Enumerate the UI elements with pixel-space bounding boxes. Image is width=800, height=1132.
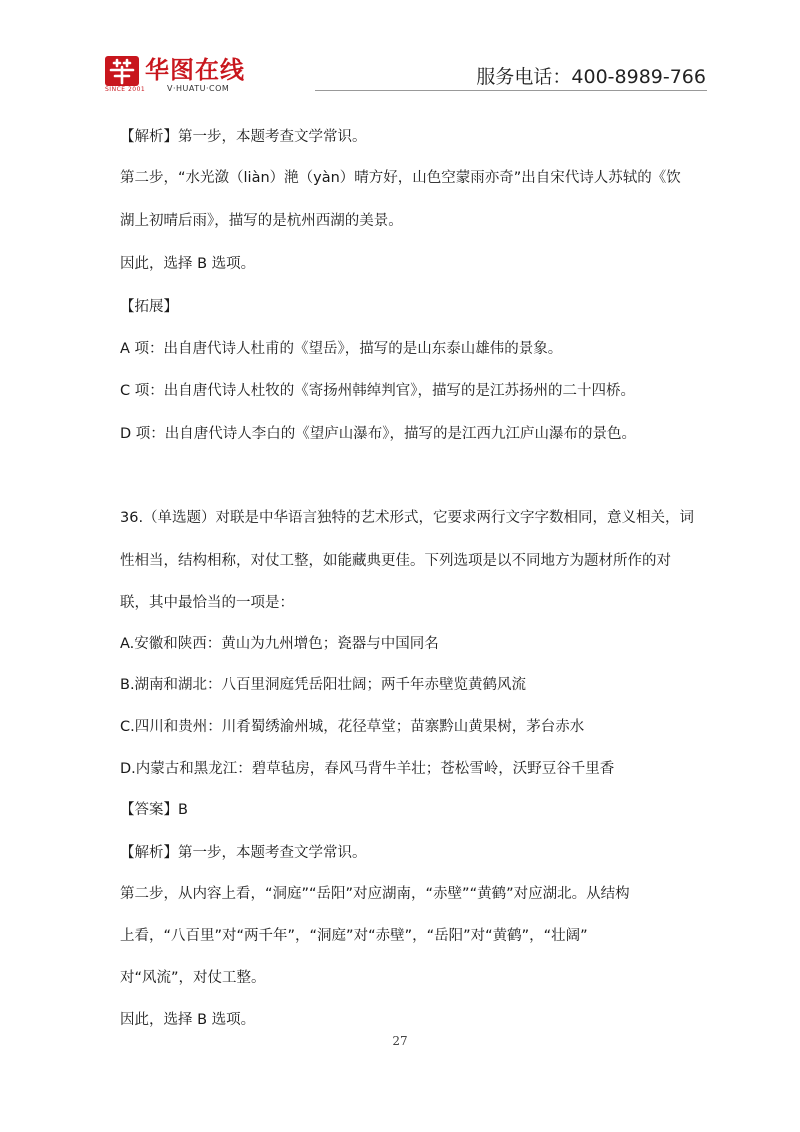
logo-domain: V·HUATU·COM <box>167 84 230 93</box>
choice-b: B.湖南和湖北：八百里洞庭凭岳阳壮阔；两千年赤壁览黄鹤风流 <box>120 677 527 693</box>
analysis-step2-line2: 湖上初晴后雨》，描写的是杭州西湖的美景。 <box>120 213 403 229</box>
answer: 【答案】B <box>120 802 188 818</box>
analysis2-step2-line2: 上看，“八百里”对“两千年”，“洞庭”对“赤壁”，“岳阳”对“黄鹤”，“壮阔” <box>120 928 588 944</box>
header-divider <box>315 90 707 91</box>
analysis-conclusion-1: 因此，选择 B 选项。 <box>120 256 256 272</box>
analysis-step2-line1: 第二步，“水光潋（liàn）滟（yàn）晴方好，山色空蒙雨亦奇”出自宋代诗人苏轼的《饮 <box>120 170 681 186</box>
extension-heading: 【拓展】 <box>120 299 178 315</box>
choice-c: C.四川和贵州：川肴蜀绣渝州城，花径草堂；苗寨黔山黄果树，茅台赤水 <box>120 719 585 735</box>
analysis-heading-2: 【解析】第一步，本题考查文学常识。 <box>120 845 367 861</box>
logo-since-text: SINCE 2001 <box>105 86 146 93</box>
page-number: 27 <box>392 1034 408 1048</box>
choice-d: D.内蒙古和黑龙江：碧草毡房，春风马背牛羊壮；苍松雪岭，沃野豆谷千里香 <box>120 761 615 777</box>
extension-option-d: D 项：出自唐代诗人李白的《望庐山瀑布》，描写的是江西九江庐山瀑布的景色。 <box>120 426 637 442</box>
extension-option-a: A 项：出自唐代诗人杜甫的《望岳》，描写的是山东泰山雄伟的景象。 <box>120 341 563 357</box>
analysis-conclusion-2: 因此，选择 B 选项。 <box>120 1012 256 1028</box>
analysis2-step2-line1: 第二步，从内容上看，“洞庭”“岳阳”对应湖南，“赤壁”“黄鹤”对应湖北。从结构 <box>120 886 630 902</box>
question-36-line2: 性相当，结构相称，对仗工整，如能藏典更佳。下列选项是以不同地方为题材所作的对 <box>120 553 671 569</box>
question-36-line3: 联，其中最恰当的一项是： <box>120 595 294 611</box>
analysis2-step2-line3: 对“风流”，对仗工整。 <box>120 970 266 986</box>
choice-a: A.安徽和陕西：黄山为九州增色；瓷器与中国同名 <box>120 636 439 652</box>
extension-option-c: C 项：出自唐代诗人杜牧的《寄扬州韩绰判官》，描写的是江苏扬州的二十四桥。 <box>120 383 635 399</box>
page-header <box>0 0 800 100</box>
huatu-logo <box>105 56 275 96</box>
question-36-line1: 36.（单选题）对联是中华语言独特的艺术形式，它要求两行文字字数相同，意义相关，词 <box>120 510 695 526</box>
analysis-heading-1: 【解析】第一步，本题考查文学常识。 <box>120 129 367 145</box>
service-hotline: 服务电话：400-8989-766 <box>476 66 706 88</box>
logo-name: 华图在线 <box>145 56 245 84</box>
huatu-logo-icon <box>105 56 139 86</box>
